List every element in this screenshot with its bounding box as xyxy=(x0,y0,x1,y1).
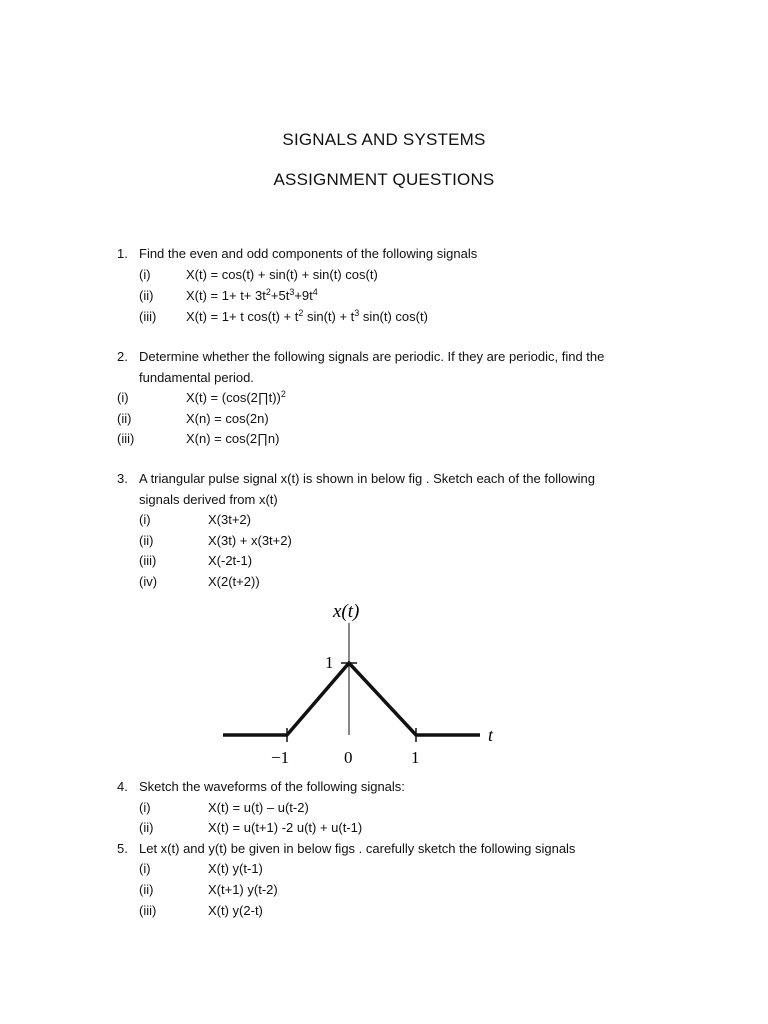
item-expression: X(2(t+2)) xyxy=(208,574,260,589)
item-expression: X(3t+2) xyxy=(208,512,251,527)
item-expression: X(t+1) y(t-2) xyxy=(208,882,278,897)
question-number: 4. xyxy=(117,779,128,794)
document-subtitle: ASSIGNMENT QUESTIONS xyxy=(273,170,495,189)
question-text: Let x(t) and y(t) be given in below figs . carefully sketch the following signals xyxy=(139,841,576,856)
question-text: Determine whether the following signals are periodic. If they are periodic, find the xyxy=(139,349,605,364)
question-text-continued: fundamental period. xyxy=(139,370,254,385)
item-expression: X(-2t-1) xyxy=(208,553,253,568)
item-roman: (i) xyxy=(117,390,129,405)
item-expression: X(t) = u(t) – u(t-2) xyxy=(208,800,309,815)
item-expression: X(n) = cos(2n) xyxy=(186,411,269,426)
figure-x-tick-label: 0 xyxy=(344,748,353,767)
item-roman: (iii) xyxy=(139,309,157,324)
figure-y-tick-label: 1 xyxy=(325,653,334,672)
item-roman: (iii) xyxy=(117,431,135,446)
question-number: 3. xyxy=(117,471,128,486)
item-roman: (i) xyxy=(139,800,151,815)
triangular-pulse-figure xyxy=(215,595,505,770)
item-roman: (ii) xyxy=(139,533,154,548)
question-text: Sketch the waveforms of the following signals: xyxy=(139,779,405,794)
item-roman: (ii) xyxy=(139,820,154,835)
item-roman: (ii) xyxy=(139,288,154,303)
item-expression: X(t) = u(t+1) -2 u(t) + u(t-1) xyxy=(208,820,363,835)
question-text: Find the even and odd components of the following signals xyxy=(139,246,478,261)
item-expression: X(t) = cos(t) + sin(t) + sin(t) cos(t) xyxy=(186,267,378,282)
figure-x-tick-label: 1 xyxy=(411,748,420,767)
item-roman: (iv) xyxy=(139,574,158,589)
document-title: SIGNALS AND SYSTEMS xyxy=(282,130,486,149)
question-text-continued: signals derived from x(t) xyxy=(139,492,278,507)
item-expression: X(t) = (cos(2∏t))$^2$ xyxy=(186,389,286,405)
item-roman: (i) xyxy=(139,512,151,527)
item-expression: X(t) y(2-t) xyxy=(208,903,263,918)
figure-y-label: x(t) xyxy=(333,601,360,622)
item-roman: (ii) xyxy=(117,411,132,426)
item-roman: (i) xyxy=(139,861,151,876)
item-roman: (iii) xyxy=(139,903,157,918)
question-number: 5. xyxy=(117,841,128,856)
figure-x-tick-label: −1 xyxy=(271,748,290,767)
item-expression: X(t) y(t-1) xyxy=(208,861,263,876)
figure-signal-line xyxy=(223,663,480,735)
item-expression: X(3t) + x(3t+2) xyxy=(208,533,292,548)
figure-x-label: t xyxy=(488,725,494,745)
item-roman: (ii) xyxy=(139,882,154,897)
question-number: 1. xyxy=(117,246,128,261)
item-expression: $X(t) = 1+ t+ 3t^2+5t^3+9t^4$ xyxy=(186,287,318,303)
question-number: 2. xyxy=(117,349,128,364)
question-text: A triangular pulse signal x(t) is shown in below fig . Sketch each of the following xyxy=(139,471,595,486)
item-expression: X(t) = 1+ t $\cos(t) + t^2$ $\sin(t) + t^3$ sin(t) cos(t) xyxy=(186,308,428,324)
item-expression: X(n) = cos(2∏n) xyxy=(186,431,280,446)
item-roman: (iii) xyxy=(139,553,157,568)
item-roman: (i) xyxy=(139,267,151,282)
